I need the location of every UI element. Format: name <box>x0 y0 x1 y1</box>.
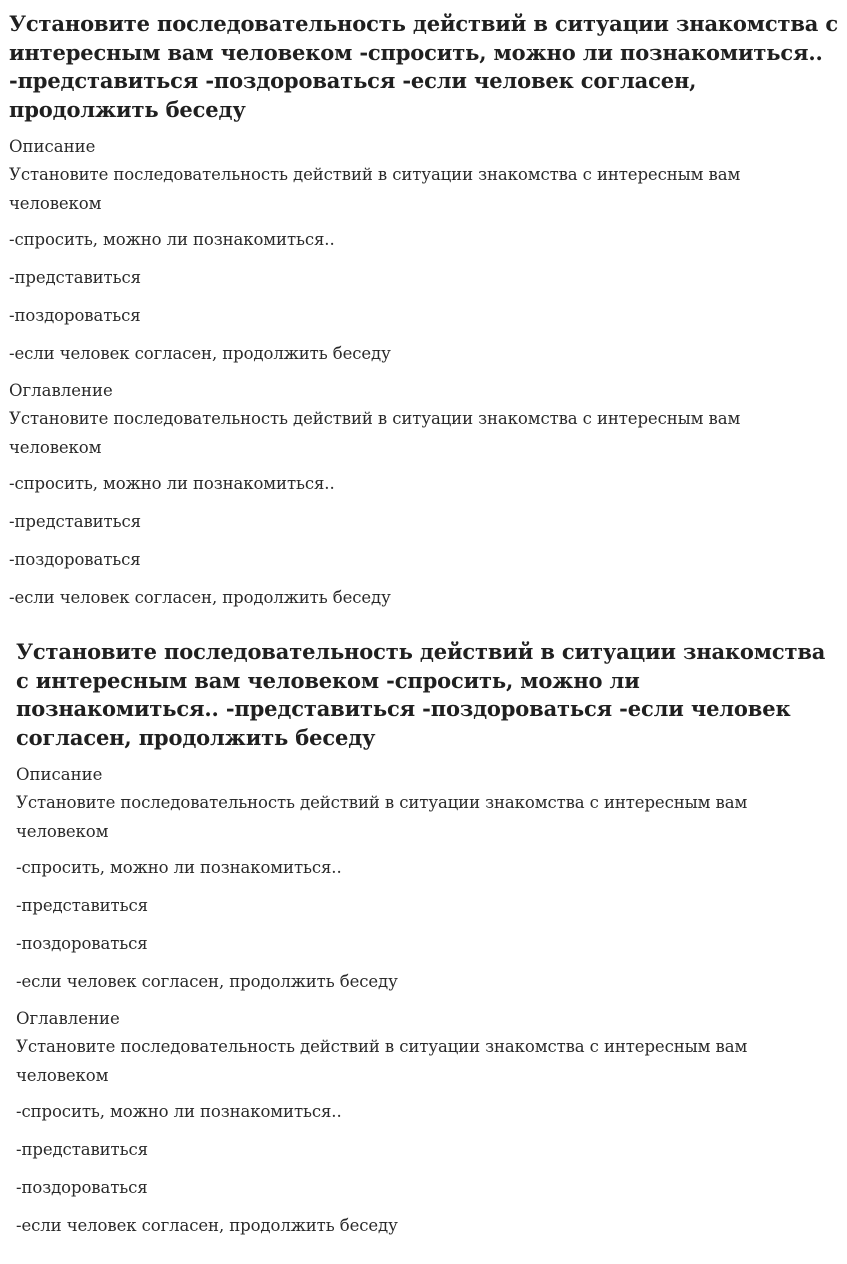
description-intro: Установите последовательность действий в ситуации знакомства с интересным вам человеком <box>16 793 748 841</box>
step-item: -спросить, можно ли познакомиться.. <box>9 230 335 249</box>
step-item: -если человек согласен, продолжить беседу <box>9 588 391 607</box>
contents-intro: Установите последовательность действий в ситуации знакомства с интересным вам человеком <box>16 1037 748 1085</box>
step-item: -спросить, можно ли познакомиться.. <box>9 474 335 493</box>
step-item: -если человек согласен, продолжить беседу <box>16 1216 398 1235</box>
description-intro: Установите последовательность действий в ситуации знакомства с интересным вам человеком <box>9 165 741 213</box>
step-item: -спросить, можно ли познакомиться.. <box>16 1102 342 1121</box>
description-section <box>16 763 847 997</box>
section-label-contents: Оглавление <box>16 1009 120 1028</box>
step-item: -представиться <box>9 268 141 287</box>
section-label-description: Описание <box>16 765 103 784</box>
step-item: -если человек согласен, продолжить беседу <box>16 972 398 991</box>
step-item: -поздороваться <box>16 934 148 953</box>
step-item: -спросить, можно ли познакомиться.. <box>16 858 342 877</box>
section-label-description: Описание <box>9 137 96 156</box>
content-block-2 <box>0 626 847 1241</box>
step-item: -представиться <box>16 1140 148 1159</box>
page-title: Установите последовательность действий в ситуации знакомства с интересным вам человеком -спросить, можно ли познакомиться.. -представиться -поздороваться -если человек согласен, продолжить беседу <box>9 11 839 122</box>
contents-intro: Установите последовательность действий в ситуации знакомства с интересным вам человеком <box>9 409 741 457</box>
step-item: -представиться <box>9 512 141 531</box>
step-item: -поздороваться <box>9 306 141 325</box>
content-block-1 <box>0 0 847 613</box>
contents-section <box>16 1007 847 1241</box>
step-item: -поздороваться <box>16 1178 148 1197</box>
step-item: -поздороваться <box>9 550 141 569</box>
step-item: -если человек согласен, продолжить беседу <box>9 344 391 363</box>
page-title: Установите последовательность действий в ситуации знакомства с интересным вам человеком -спросить, можно ли познакомиться.. -представиться -поздороваться -если человек согласен, продолжить беседу <box>16 639 826 750</box>
description-section <box>9 135 847 369</box>
section-label-contents: Оглавление <box>9 381 113 400</box>
contents-section <box>9 379 847 613</box>
step-item: -представиться <box>16 896 148 915</box>
